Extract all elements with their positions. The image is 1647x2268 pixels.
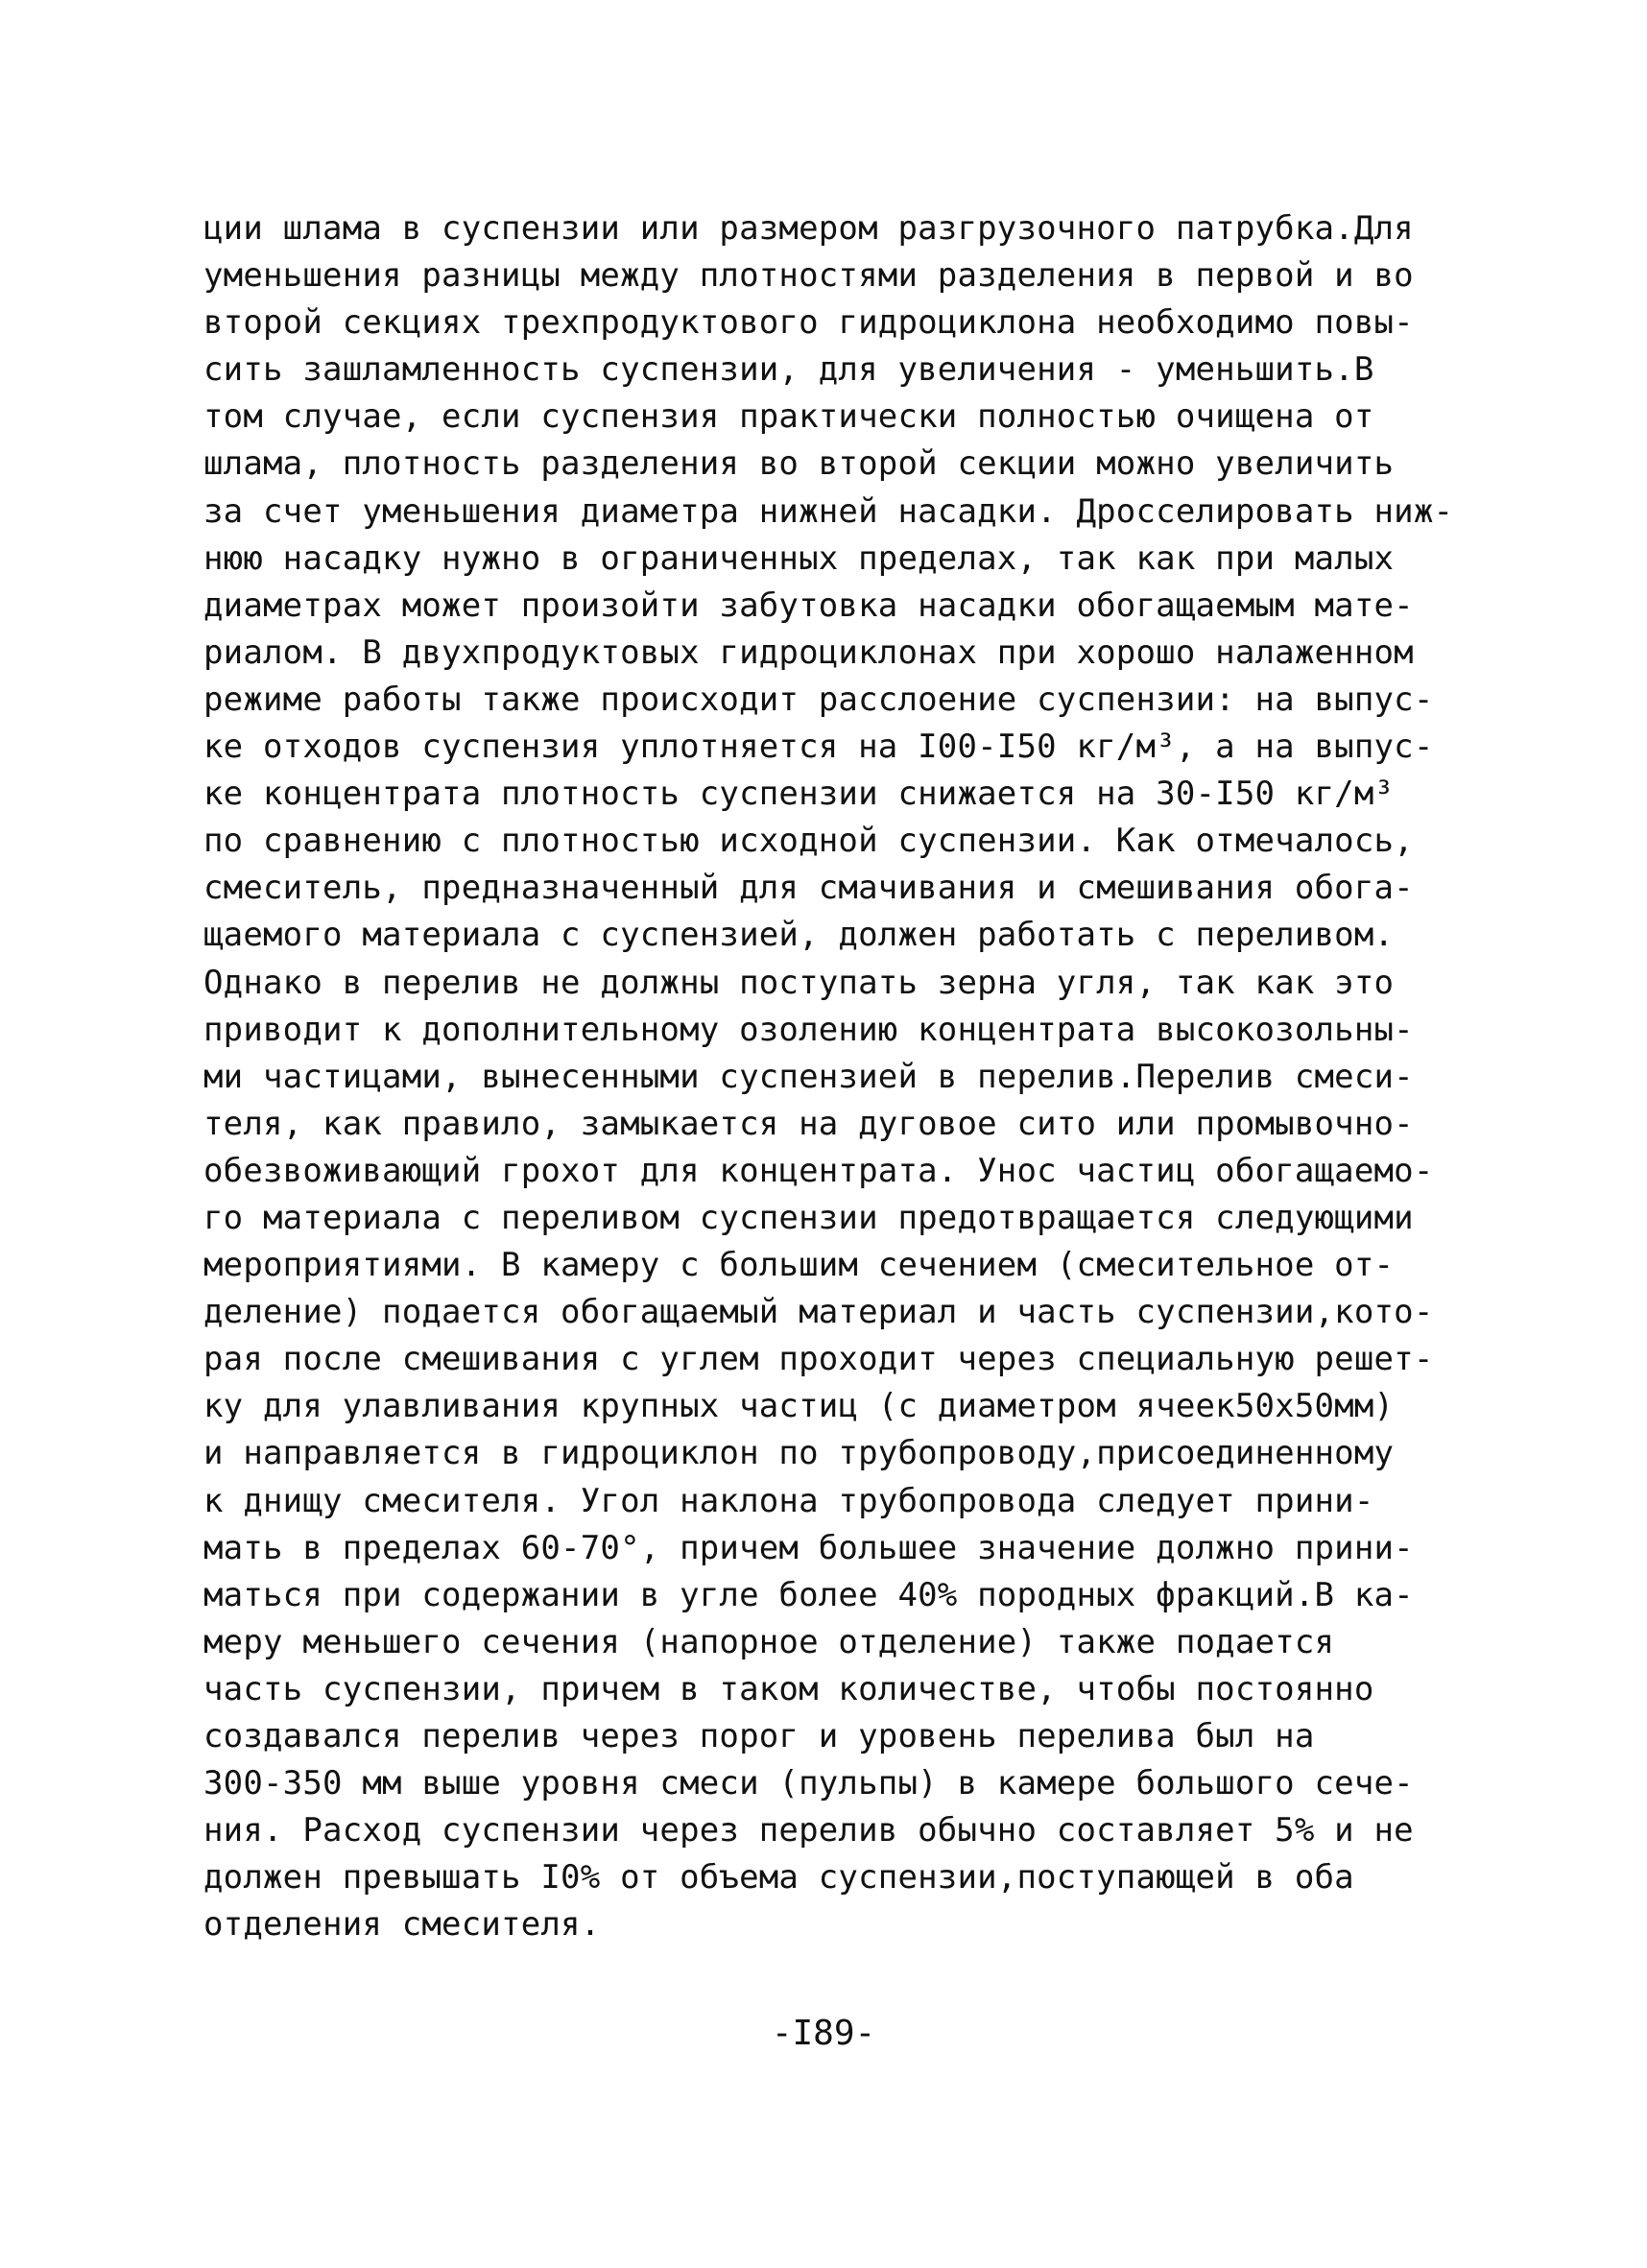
text-line: смеситель, предназначенный для смачивания и смешивания обога- [203,869,1414,908]
text-line: ке концентрата плотность суспензии снижается на 30-I50 кг/м³ [203,775,1395,814]
text-line: часть суспензии, причем в таком количестве, чтобы постоянно [203,1669,1374,1708]
text-line: создавался перелив через порог и уровень перелива был на [203,1717,1315,1755]
text-line: ния. Расход суспензии через перелив обычно составляет 5% и не [203,1811,1414,1850]
text-line: второй секциях трехпродуктового гидроциклона необходимо повы- [203,303,1414,343]
text-line: 300-350 мм выше уровня смеси (пульпы) в камере большого сече- [203,1764,1414,1803]
text-line: маться при содержании в угле более 40% породных фракций.В ка- [203,1575,1414,1614]
text-line: Однако в перелив не должны поступать зерна угля, так как это [203,963,1395,1002]
text-line: сить зашламленность суспензии, для увеличения - уменьшить.В [203,350,1374,390]
text-line: ции шлама в суспензии или размером разгрузочного патрубка.Для [203,209,1414,248]
text-line: меру меньшего сечения (напорное отделение) также подается [203,1622,1335,1661]
text-line: отделения смесителя. [203,1905,601,1945]
text-line: должен превышать I0% от объема суспензии,поступающей в оба [203,1858,1354,1898]
text-line: деление) подается обогащаемый материал и часть суспензии,кото- [203,1293,1434,1332]
body-text [203,205,1470,1948]
text-line: уменьшения разницы между плотностями разделения в первой и во [203,256,1414,296]
text-line: и направляется в гидроциклон по трубопроводу,присоединенному [203,1434,1395,1473]
text-line: за счет уменьшения диаметра нижней насадки. Дросселировать ниж- [203,491,1454,531]
text-line: риалом. В двухпродуктовых гидроциклонах при хорошо налаженном [203,633,1414,672]
text-line: том случае, если суспензия практически полностью очищена от [203,397,1374,437]
text-line: ми частицами, вынесенными суспензией в перелив.Перелив смеси- [203,1057,1414,1096]
text-line: по сравнению с плотностью исходной суспензии. Как отмечалось, [203,822,1414,861]
text-line: шлама, плотность разделения во второй секции можно увеличить [203,444,1395,484]
text-line: диаметрах может произойти забутовка насадки обогащаемым мате- [203,585,1414,625]
text-line: рая после смешивания с углем проходит через специальную решет- [203,1340,1434,1379]
text-line: к днищу смесителя. Угол наклона трубопровода следует прини- [203,1481,1374,1520]
text-line: приводит к дополнительному озолению концентрата высокозольны- [203,1010,1414,1049]
text-line: мероприятиями. В камеру с большим сечением (смесительное от- [203,1246,1395,1285]
text-line: обезвоживающий грохот для концентрата. Унос частиц обогащаемо- [203,1151,1434,1190]
text-line: теля, как правило, замыкается на дуговое сито или промывочно- [203,1104,1414,1143]
text-line: щаемого материала с суспензией, должен работать с переливом. [203,916,1395,955]
text-line: го материала с переливом суспензии предотвращается следующими [203,1198,1414,1237]
text-line: мать в пределах 60-70°, причем большее значение должно прини- [203,1528,1414,1567]
text-line: ке отходов суспензия уплотняется на I00-I50 кг/м³, а на выпус- [203,728,1434,767]
text-line: нюю насадку нужно в ограниченных пределах, так как при малых [203,538,1395,578]
text-line: режиме работы также происходит расслоение суспензии: на выпус- [203,680,1434,719]
text-line: ку для улавливания крупных частиц (с диаметром ячеек50х50мм) [203,1387,1395,1426]
page-number: -I89- [771,2014,876,2053]
